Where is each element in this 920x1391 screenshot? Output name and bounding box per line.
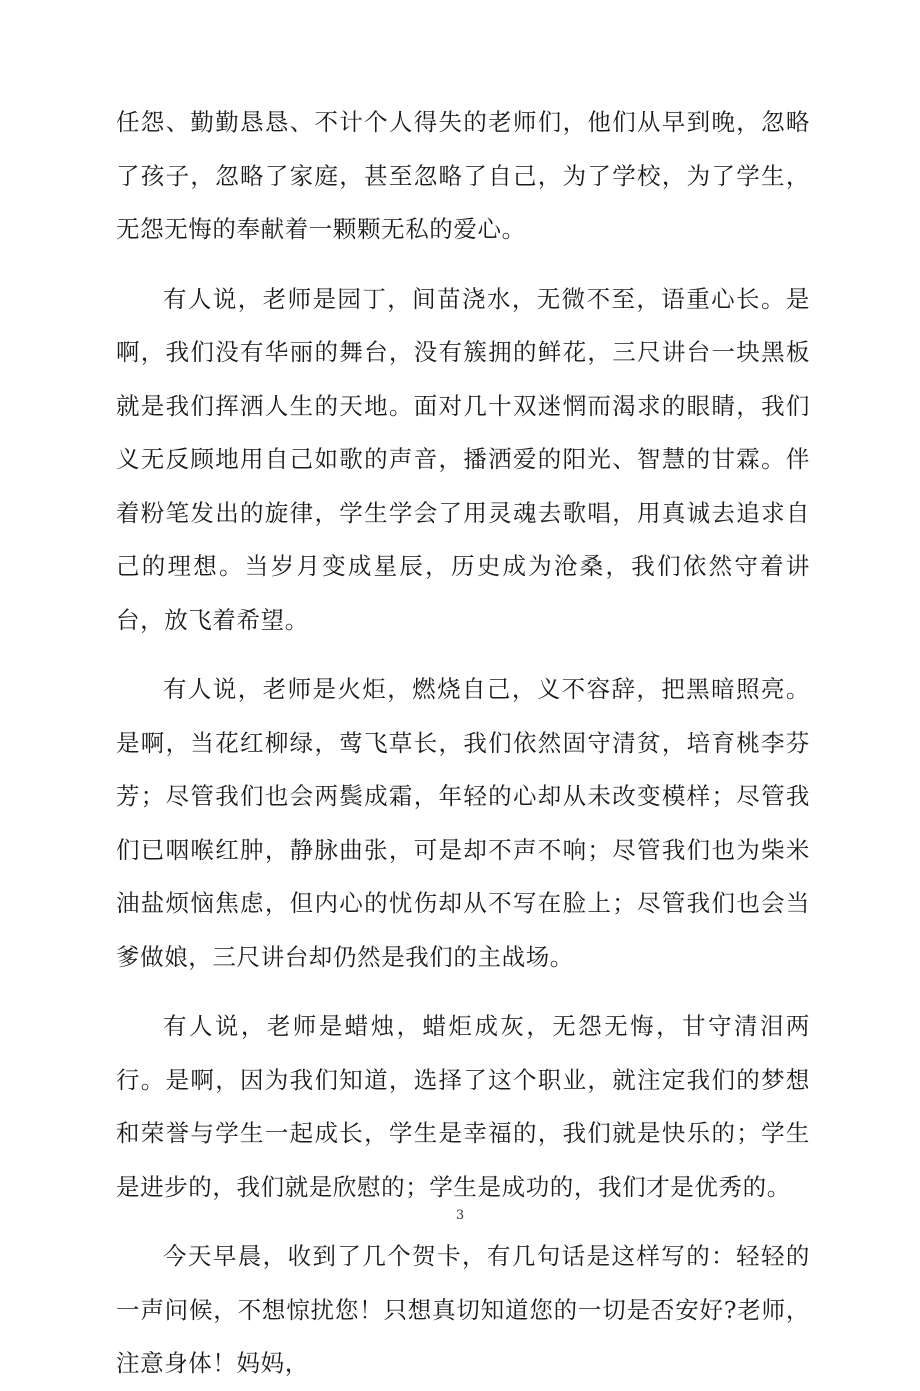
document-page bbox=[116, 96, 810, 1391]
paragraph-greeting-cards: 今天早晨，收到了几个贺卡，有几句话是这样写的：轻轻的一声问候，不想惊扰您！只想真切知道您的一切是否安好?老师，注意身体！妈妈， bbox=[116, 1242, 810, 1377]
paragraph-continuation: 任怨、勤勤恳恳、不计个人得失的老师们，他们从早到晚，忽略了孩子，忽略了家庭，甚至忽略了自己，为了学校，为了学生，无怨无悔的奉献着一颗颗无私的爱心。 bbox=[116, 108, 810, 243]
paragraph-torch: 有人说，老师是火炬，燃烧自己，义不容辞，把黑暗照亮。是啊，当花红柳绿，莺飞草长，我们依然固守清贫，培育桃李芬芳；尽管我们也会两鬓成霜，年轻的心却从未改变模样；尽管我们已咽喉红肿，静脉曲张，可是却不声不响；尽管我们也为柴米油盐烦恼焦虑，但内心的忧伤却从不写在脸上；尽管我们也会当爹做娘，三尺讲台却仍然是我们的主战场。 bbox=[116, 675, 810, 971]
page-number: 3 bbox=[455, 1208, 465, 1223]
paragraph-gardener: 有人说，老师是园丁，间苗浇水，无微不至，语重心长。是啊，我们没有华丽的舞台，没有簇拥的鲜花，三尺讲台一块黑板就是我们挥洒人生的天地。面对几十双迷惘而渴求的眼睛，我们义无反顾地用自己如歌的声音，播洒爱的阳光、智慧的甘霖。伴着粉笔发出的旋律，学生学会了用灵魂去歌唱，用真诚去追求自己的理想。当岁月变成星辰，历史成为沧桑，我们依然守着讲台，放飞着希望。 bbox=[116, 284, 810, 634]
paragraph-candle: 有人说，老师是蜡烛，蜡炬成灰，无怨无悔，甘守清泪两行。是啊，因为我们知道，选择了这个职业，就注定我们的梦想和荣誉与学生一起成长，学生是幸福的，我们就是快乐的；学生是进步的，我们就是欣慰的；学生是成功的，我们才是优秀的。 bbox=[116, 1012, 810, 1201]
